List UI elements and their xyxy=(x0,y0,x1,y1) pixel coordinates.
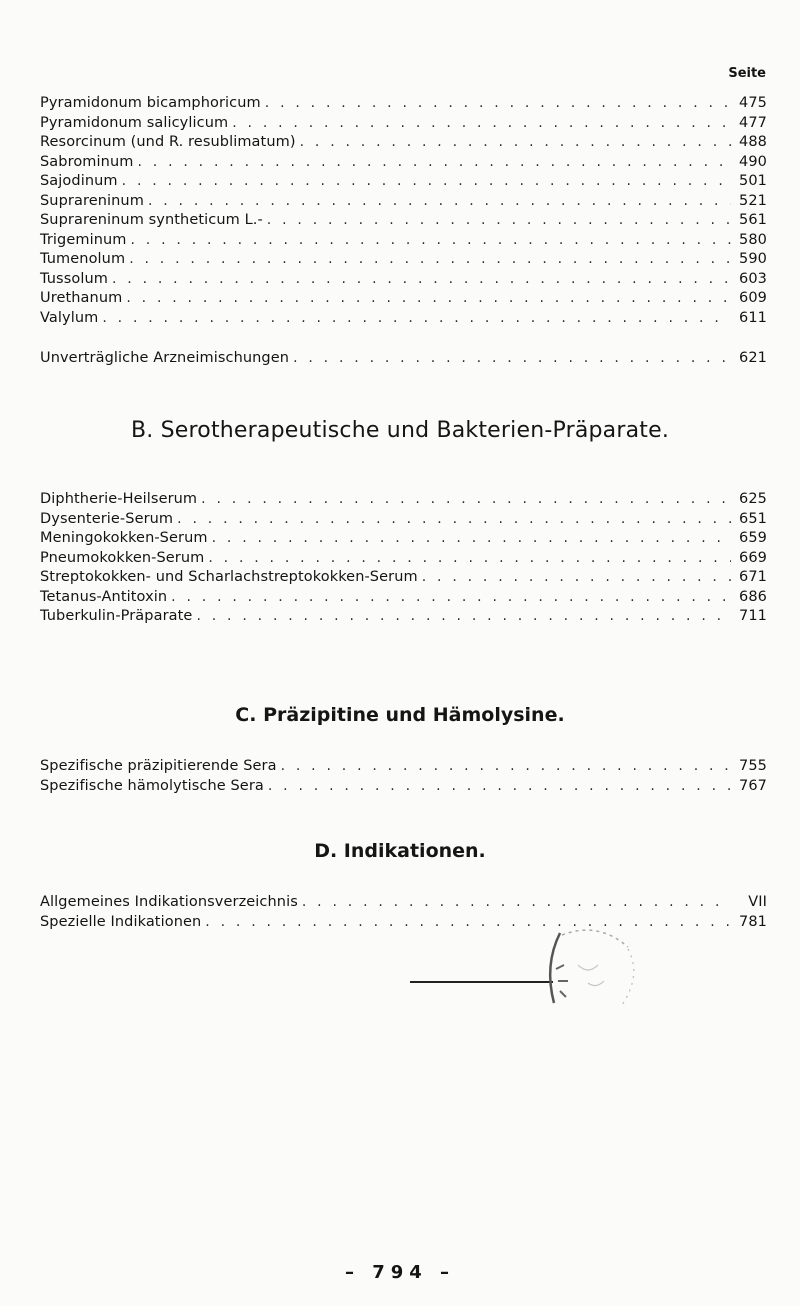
entry-page: 611 xyxy=(739,309,767,326)
toc-entry xyxy=(40,133,767,153)
entry-label: Spezielle Indikationen xyxy=(40,913,202,930)
entry-label: Urethanum xyxy=(40,290,123,306)
entry-label: Pyramidonum salicylicum xyxy=(40,114,229,131)
entry-label: Resorcinum (und R. resublimatum) xyxy=(40,134,296,150)
toc-entry xyxy=(40,309,767,329)
entry-page: 711 xyxy=(739,608,767,624)
page-number: – 794 – xyxy=(344,1262,456,1283)
toc-entry xyxy=(40,757,767,777)
entry-page: 603 xyxy=(739,270,767,287)
leader-dots xyxy=(265,94,731,114)
entry-label: Tumenolum xyxy=(40,251,126,267)
leader-dots xyxy=(102,309,731,329)
entry-label: Tussolum xyxy=(40,270,108,287)
leader-dots xyxy=(232,114,731,134)
entry-label: Sabrominum xyxy=(40,153,134,170)
toc-entry xyxy=(40,172,767,192)
entry-label: Spezifische präzipitierende Sera xyxy=(40,758,277,774)
toc-entry xyxy=(40,568,767,588)
toc-section-a xyxy=(40,94,767,328)
entry-label: Suprareninum syntheticum L.- xyxy=(40,212,263,228)
leader-dots xyxy=(302,893,731,913)
leader-dots xyxy=(137,153,731,173)
toc-entry xyxy=(40,231,767,251)
entry-page: 590 xyxy=(739,251,767,267)
entry-page: 477 xyxy=(739,114,767,131)
leader-dots xyxy=(281,757,731,777)
entry-page: 686 xyxy=(739,588,767,605)
entry-label: Pneumokokken-Serum xyxy=(40,549,205,566)
leader-dots xyxy=(196,607,731,627)
leader-dots xyxy=(208,549,731,569)
toc-entry xyxy=(40,250,767,270)
entry-page: 490 xyxy=(739,153,767,170)
toc-entry xyxy=(40,913,767,933)
leader-dots xyxy=(422,568,731,588)
toc-section-b xyxy=(40,490,767,627)
seite-column-label: Seite xyxy=(728,66,766,81)
section-b-heading: B. Serotherapeutische und Bakterien-Präparate. xyxy=(130,418,670,443)
toc-entry xyxy=(40,153,767,173)
entry-page: 609 xyxy=(739,290,767,306)
entry-label: Diphtherie-Heilserum xyxy=(40,491,198,507)
toc-entry xyxy=(40,349,767,369)
entry-page: VII xyxy=(748,894,767,910)
entry-label: Suprareninum xyxy=(40,192,144,209)
entry-label: Valylum xyxy=(40,309,99,326)
entry-label: Unverträgliche Arzneimischungen xyxy=(40,350,290,366)
entry-page: 659 xyxy=(739,530,767,546)
leader-dots xyxy=(212,529,731,549)
toc-entry xyxy=(40,270,767,290)
entry-label: Trigeminum xyxy=(40,231,127,248)
leader-dots xyxy=(177,510,731,530)
leader-dots xyxy=(131,231,732,251)
section-c-heading: C. Präzipitine und Hämolysine. xyxy=(235,704,565,726)
entry-page: 755 xyxy=(739,758,767,774)
entry-label: Dysenterie-Serum xyxy=(40,510,174,527)
toc-entry xyxy=(40,211,767,231)
toc-unvertraegliche xyxy=(40,349,767,369)
toc-entry xyxy=(40,94,767,114)
toc-entry xyxy=(40,490,767,510)
leader-dots xyxy=(205,913,731,933)
entry-label: Sajodinum xyxy=(40,173,118,189)
entry-page: 488 xyxy=(739,134,767,150)
entry-page: 521 xyxy=(739,192,767,209)
entry-label: Tuberkulin-Präparate xyxy=(40,608,193,624)
leader-dots xyxy=(268,777,731,797)
toc-entry xyxy=(40,114,767,134)
leader-dots xyxy=(148,192,731,212)
library-stamp-graphic xyxy=(538,925,648,1015)
toc-entry xyxy=(40,549,767,569)
leader-dots xyxy=(293,349,731,369)
toc-entry xyxy=(40,777,767,797)
entry-page: 501 xyxy=(739,173,767,189)
entry-label: Streptokokken- und Scharlachstreptokokken-Serum xyxy=(40,569,418,585)
toc-entry xyxy=(40,607,767,627)
entry-label: Allgemeines Indikationsverzeichnis xyxy=(40,894,298,910)
toc-entry xyxy=(40,529,767,549)
leader-dots xyxy=(129,250,731,270)
toc-entry xyxy=(40,289,767,309)
toc-section-c xyxy=(40,757,767,796)
end-rule xyxy=(410,981,553,983)
toc-section-d xyxy=(40,893,767,932)
section-d-heading: D. Indikationen. xyxy=(314,840,486,862)
entry-page: 475 xyxy=(739,95,767,111)
leader-dots xyxy=(171,588,731,608)
leader-dots xyxy=(267,211,731,231)
entry-page: 671 xyxy=(739,569,767,585)
toc-entry xyxy=(40,192,767,212)
entry-label: Meningokokken-Serum xyxy=(40,530,208,546)
entry-page: 781 xyxy=(739,913,767,930)
entry-page: 580 xyxy=(739,231,767,248)
entry-label: Spezifische hämolytische Sera xyxy=(40,777,264,794)
leader-dots xyxy=(112,270,731,290)
entry-label: Tetanus-Antitoxin xyxy=(40,588,168,605)
entry-page: 669 xyxy=(739,549,767,566)
leader-dots xyxy=(122,172,731,192)
entry-page: 767 xyxy=(739,777,767,794)
entry-page: 561 xyxy=(739,212,767,228)
entry-page: 651 xyxy=(739,510,767,527)
leader-dots xyxy=(300,133,731,153)
entry-page: 625 xyxy=(739,491,767,507)
toc-entry xyxy=(40,510,767,530)
toc-entry xyxy=(40,893,767,913)
leader-dots xyxy=(126,289,731,309)
leader-dots xyxy=(201,490,731,510)
entry-page: 621 xyxy=(739,350,767,366)
entry-label: Pyramidonum bicamphoricum xyxy=(40,95,261,111)
toc-entry xyxy=(40,588,767,608)
